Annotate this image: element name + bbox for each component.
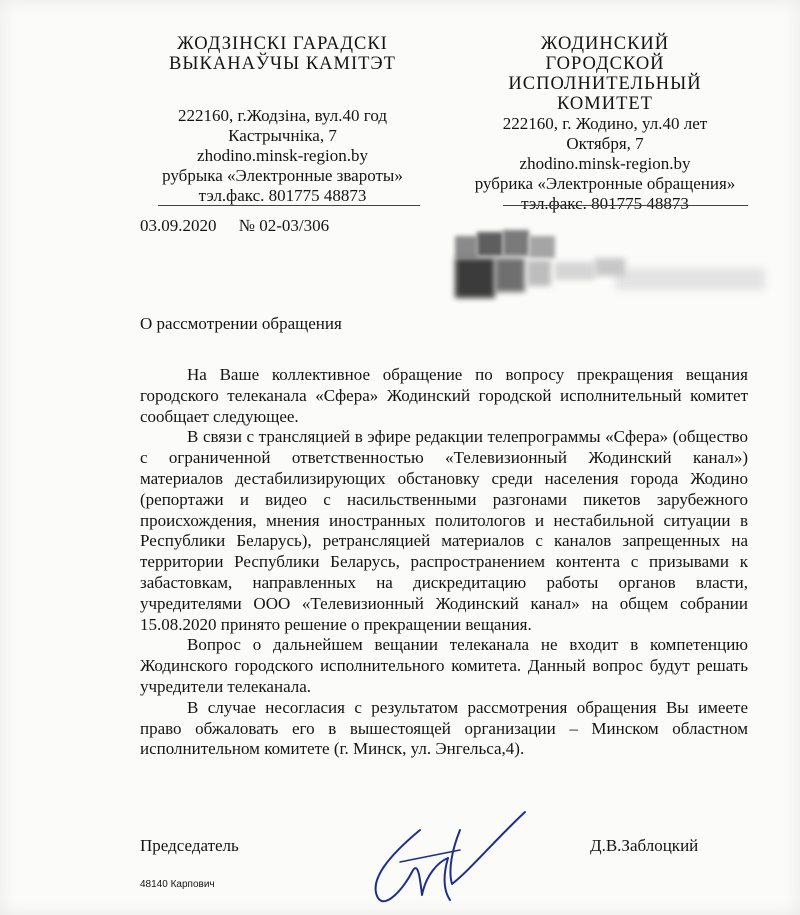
rubric-ru: рубрика «Электронные обращения» bbox=[474, 174, 736, 193]
document-number: № 02-03/306 bbox=[238, 216, 330, 235]
letterhead-belarusian bbox=[150, 34, 415, 206]
letter-body bbox=[140, 365, 748, 760]
org-name-be-line2: ВЫКАНАЎЧЫ КАМІТЭТ bbox=[169, 54, 396, 74]
paragraph-3: Вопрос о дальнейшем вещании телеканала не входит в компетенцию Жодинского городского исполнительного комитета. Данный вопрос будут решать учредители телеканала. bbox=[140, 635, 748, 696]
address-be-line2: Кастрычніка, 7 bbox=[228, 126, 337, 145]
org-name-be-line1: ЖОДЗІНСКІ ГАРАДСКІ bbox=[177, 34, 388, 54]
subject-line: О рассмотрении обращения bbox=[140, 314, 342, 333]
org-name-ru-line4: КОМИТЕТ bbox=[557, 94, 653, 114]
org-name-ru-line1: ЖОДИНСКИЙ bbox=[540, 34, 670, 54]
letterhead-russian bbox=[460, 34, 750, 214]
address-be-line1: 222160, г.Жодзіна, вул.40 год bbox=[177, 106, 387, 125]
phone-be: тэл.факс. 801775 48873 bbox=[198, 186, 367, 205]
rubric-be: рубрыка «Электронные звароты» bbox=[162, 166, 403, 185]
paragraph-1: На Ваше коллективное обращение по вопросу прекращения вещания городского телеканала «Сфера» Жодинский городской исполнительный комитет сообщает следующее. bbox=[140, 365, 748, 426]
signer-name: Д.В.Заблоцкий bbox=[590, 836, 699, 855]
paragraph-4: В случае несогласия с результатом рассмотрения обращения Вы имеете право обжаловать его в вышестоящей организации – Минском областном исполнительном комитете (г. Минск, ул. Энгельса,4). bbox=[140, 697, 748, 759]
phone-ru: тэл.факс. 801775 48873 bbox=[521, 194, 689, 213]
address-ru-line2: Октября, 7 bbox=[566, 134, 644, 153]
header-divider-left bbox=[158, 205, 420, 206]
website-ru: zhodino.minsk-region.by bbox=[519, 154, 691, 173]
address-ru bbox=[460, 114, 750, 214]
address-ru-line1: 222160, г. Жодино, ул.40 лет bbox=[502, 114, 708, 133]
website-be: zhodino.minsk-region.by bbox=[197, 146, 368, 165]
header-divider-right bbox=[503, 205, 748, 206]
redacted-addressee bbox=[455, 228, 775, 298]
executor-note: 48140 Карпович bbox=[140, 879, 215, 890]
org-name-ru-line2: ГОРОДСКОЙ bbox=[545, 54, 665, 74]
signer-title: Председатель bbox=[140, 836, 239, 855]
paragraph-2: В связи с трансляцией в эфире редакции телепрограммы «Сфера» (общество с ограниченной ответственностью «Телевизионный Жодинский канал») материалов дестабилизирующих обстановку среди населения города Жодино (репортажи и видео с насильственными разгонами пикетов зарубежного происхождения, мнения иностранных политологов и нестабильной ситуации в Республики Беларусь), ретрансляцией материалов с каналов запрещенных на территории Республики Беларусь, распространением контента с призывами к забастовкам, направленных на дискредитацию работы органов власти, учредителями ООО «Телевизионный Жодинский канал» на общем собрании 15.08.2020 принято решение о прекращении вещания. bbox=[140, 427, 748, 634]
document-date: 03.09.2020 bbox=[140, 216, 217, 235]
date-and-number bbox=[140, 216, 329, 236]
handwritten-signature bbox=[360, 800, 560, 910]
org-name-ru-line3: ИСПОЛНИТЕЛЬНЫЙ bbox=[508, 74, 702, 94]
address-be bbox=[150, 106, 415, 206]
